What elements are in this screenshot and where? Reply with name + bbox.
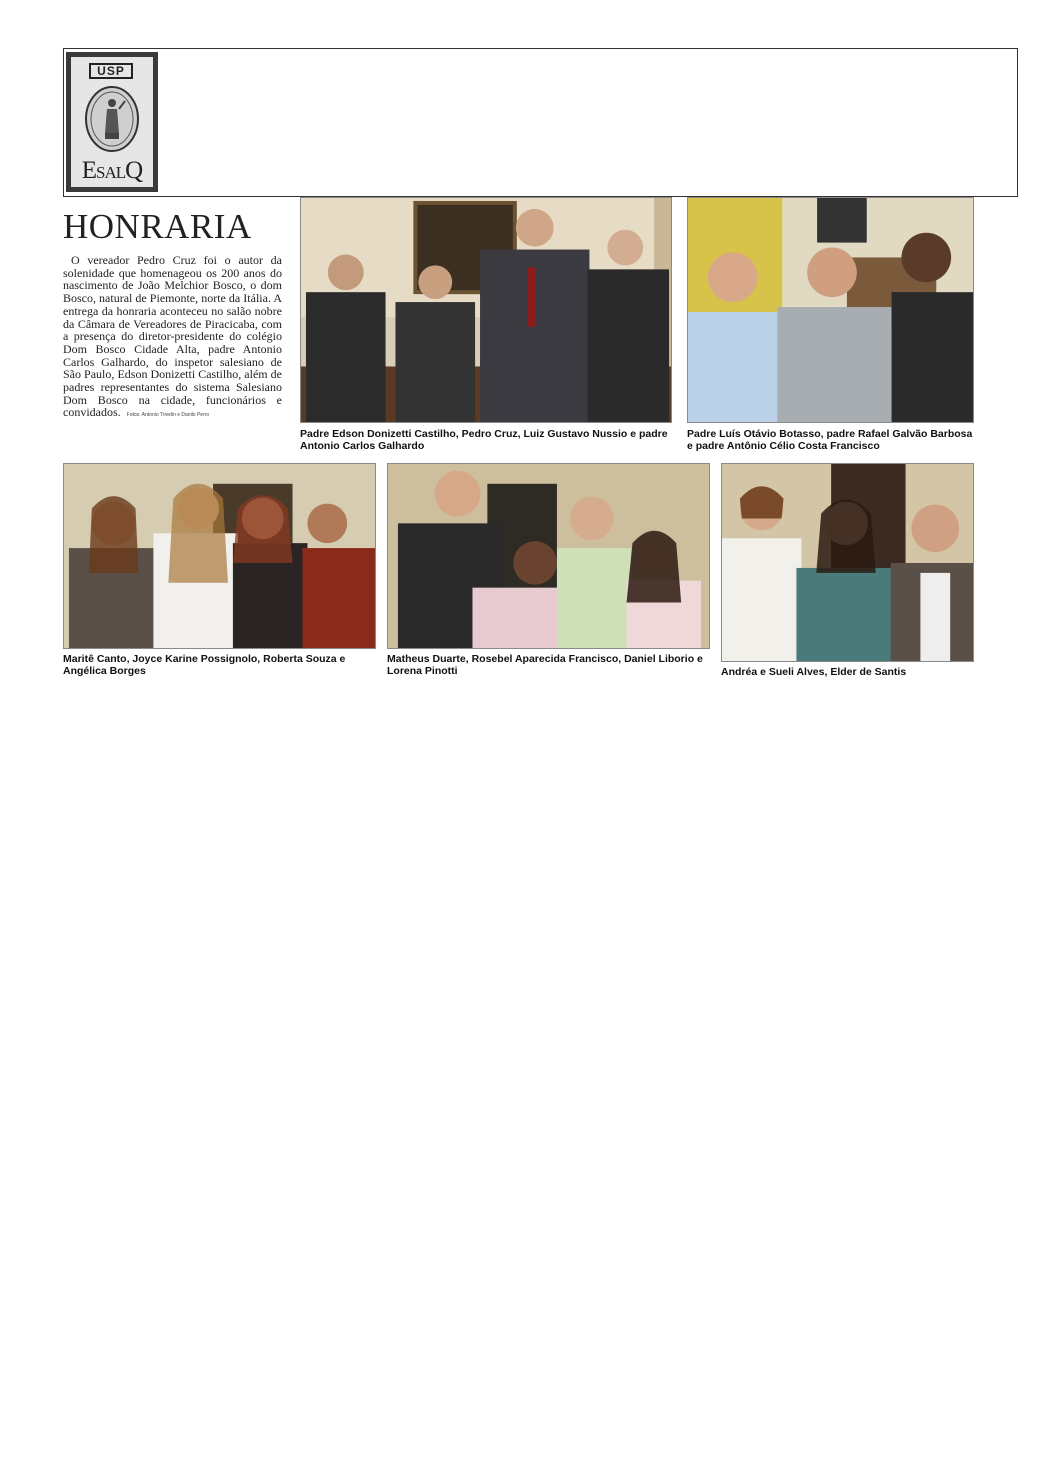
- article-body-text: O vereador Pedro Cruz foi o autor da solenidade que homenageou os 200 anos do nascimento de João Melchior Bosco, o dom Bosco, natural de Piemonte, norte da Itália. A entrega da honraria aconteceu no salão nobre da Câmara de Vereadores de Piracicaba, com a presença do diretor-presidente do colégio Dom Bosco Cidade Alta, padre Antonio Carlos Galhardo, do inspetor salesiano de São Paulo, Edson Donizetti Castilho, além de padres representantes do sistema Salesiano Dom Bosco na cidade, funcionários e convidados.: [63, 253, 282, 420]
- photo-3-image: [64, 464, 375, 648]
- photo-3-caption: Maritê Canto, Joyce Karine Possignolo, Roberta Souza e Angélica Borges: [63, 653, 346, 677]
- photo-5: [721, 463, 974, 662]
- photo-4-image: [388, 464, 709, 648]
- photo-1-caption: Padre Edson Donizetti Castilho, Pedro Cruz, Luiz Gustavo Nussio e padre Antonio Carlos Galhardo: [300, 428, 668, 452]
- logo-inner: [71, 57, 153, 187]
- esalq-logo: [66, 52, 158, 192]
- photo-5-caption: Andréa e Sueli Alves, Elder de Santis: [721, 666, 907, 678]
- photo-4-caption: Matheus Duarte, Rosebel Aparecida Francisco, Daniel Liborio e Lorena Pinotti: [387, 653, 703, 677]
- article-body: [63, 254, 282, 422]
- logo-esalq-text: ESALQ: [81, 157, 143, 184]
- photo-1: [300, 197, 672, 423]
- photo-5-image: [722, 464, 973, 661]
- seal-icon: [83, 85, 141, 153]
- logo-usp-text: USP: [89, 63, 133, 79]
- photo-2-caption: Padre Luís Otávio Botasso, padre Rafael Galvão Barbosa e padre Antônio Célio Costa Francisco: [687, 428, 973, 452]
- photo-2: [687, 197, 974, 423]
- photo-credit: Fotos: Antonio Trivelin e Danilo Perro: [126, 412, 210, 419]
- photo-4: [387, 463, 710, 649]
- header-box: [63, 48, 1018, 197]
- photo-3: [63, 463, 376, 649]
- article-headline: HONRARIA: [63, 207, 252, 246]
- photo-2-image: [688, 198, 973, 422]
- photo-1-image: [301, 198, 671, 422]
